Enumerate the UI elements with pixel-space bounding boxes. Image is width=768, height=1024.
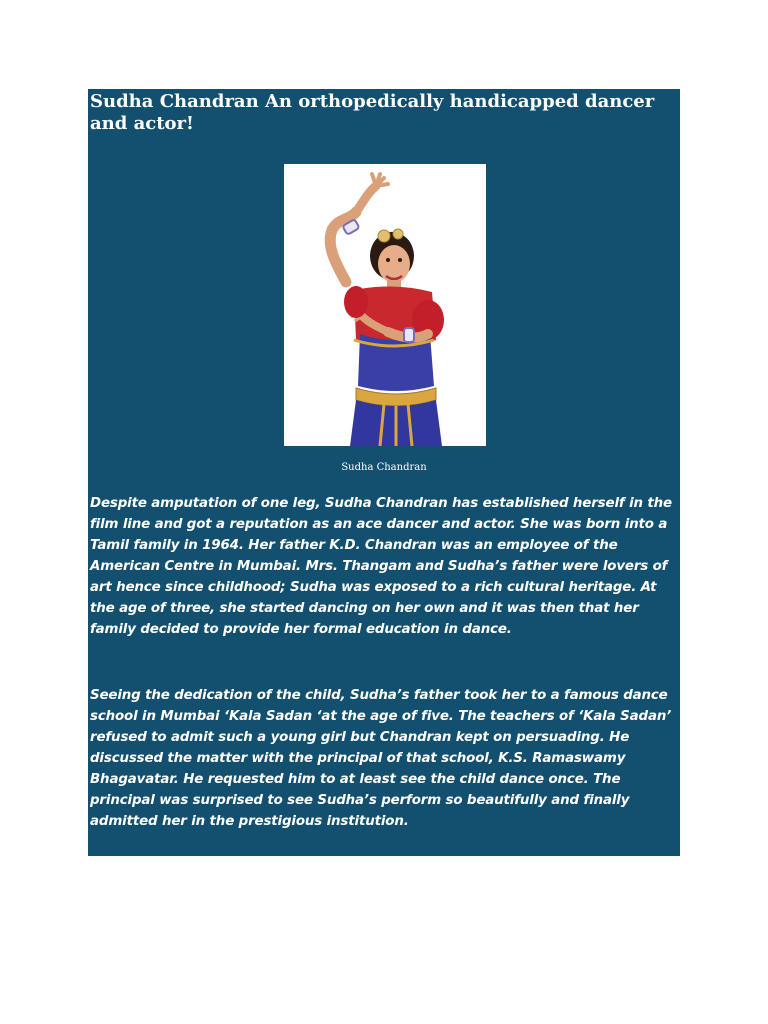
- photo-caption: Sudha Chandran: [341, 462, 427, 473]
- article-paragraph-2: Seeing the dedication of the child, Sudha’s father took her to a famous dance school in Mumbai ‘Kala Sadan ‘at the age of five. The teachers of ‘Kala Sadan’ refused to admit such a young girl but Chandran kept on persuading. He discussed the matter with the principal of that school, K.S. Ramaswamy Bhagavatar. He requested him to at least see the child dance once. The principal was surprised to see Sudha’s perform so beautifully and finally admitted her in the prestigious institution.: [90, 688, 672, 829]
- article-paragraph-1: Despite amputation of one leg, Sudha Chandran has established herself in the film line and got a reputation as an ace dancer and actor. She was born into a Tamil family in 1964. Her father K.D. Chandran was an employee of the American Centre in Mumbai. Mrs. Thangam and Sudha’s father were lovers of art hence since childhood; Sudha was exposed to a rich cultural heritage. At the age of three, she started dancing on her own and it was then that her family decided to provide her formal education in dance.: [90, 496, 672, 637]
- dancer-illustration: [284, 164, 486, 446]
- article-title: Sudha Chandran An orthopedically handicapped dancer and actor!: [90, 91, 655, 134]
- dancer-photo: [284, 164, 486, 446]
- article-panel: [88, 89, 680, 856]
